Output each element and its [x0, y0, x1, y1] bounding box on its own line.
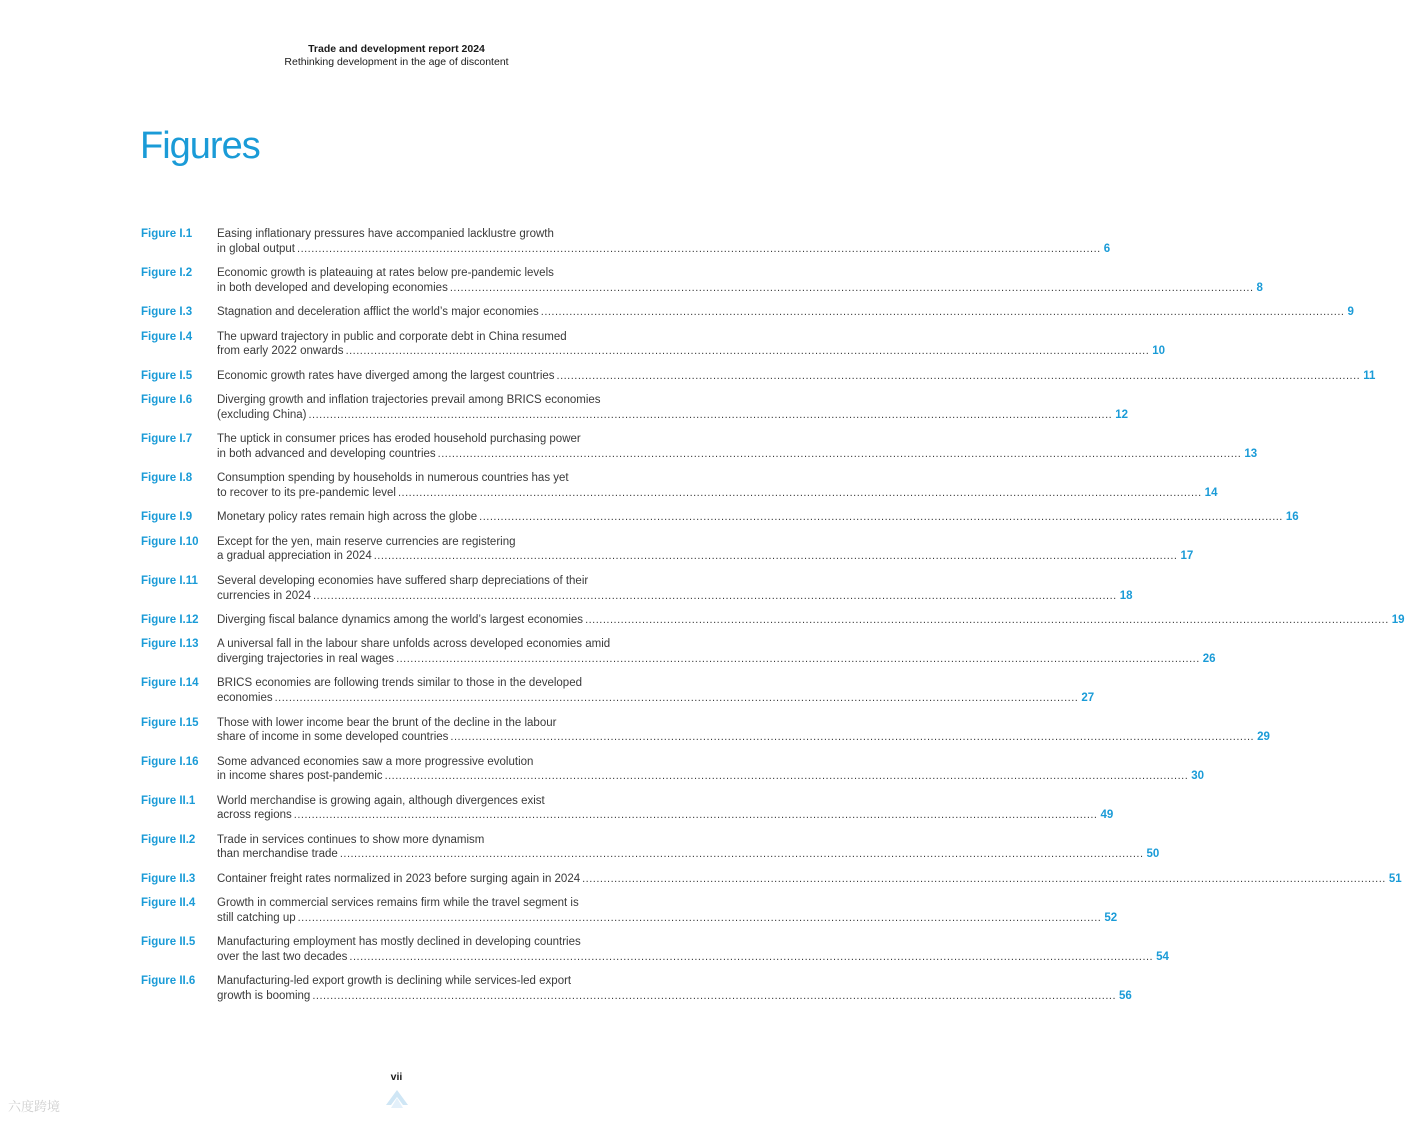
- page-reference[interactable]: 56: [1119, 990, 1132, 1003]
- figure-entry[interactable]: [141, 266, 1263, 295]
- dot-leader: [450, 281, 1254, 296]
- figure-title-line: A universal fall in the labour share unfolds across developed economies amid: [217, 638, 611, 651]
- dot-leader: [385, 769, 1189, 784]
- figure-description: [217, 471, 1218, 500]
- figure-description: [217, 510, 1299, 525]
- figure-number: Figure I.16: [141, 755, 199, 768]
- figure-description: [217, 613, 1405, 628]
- figure-title-line: in both advanced and developing countries: [217, 447, 436, 460]
- figure-description: [217, 369, 1376, 384]
- dot-leader: [340, 847, 1144, 862]
- figure-title-line: BRICS economies are following trends similar to those in the developed: [217, 677, 582, 690]
- dot-leader: [313, 589, 1117, 604]
- figure-entry[interactable]: [141, 330, 1166, 359]
- figure-entry[interactable]: [141, 637, 1216, 666]
- page-reference[interactable]: 51: [1388, 872, 1402, 885]
- figure-title-line: Diverging fiscal balance dynamics among the world’s largest economies: [217, 613, 584, 626]
- figure-entry[interactable]: [141, 935, 1169, 964]
- figure-title-line: Those with lower income bear the brunt of the decline in the labour: [217, 716, 557, 729]
- dot-leader: [479, 510, 1283, 525]
- figure-title-line: Stagnation and deceleration afflict the world’s major economies: [217, 306, 539, 319]
- figure-entry[interactable]: [141, 574, 1133, 603]
- figure-number: Figure II.5: [141, 936, 196, 949]
- figure-description: [217, 535, 1194, 564]
- figure-title-line: across regions: [217, 809, 292, 822]
- figure-title-line: World merchandise is growing again, although divergences exist: [217, 794, 545, 807]
- figure-entry[interactable]: [141, 794, 1114, 823]
- page-reference[interactable]: 12: [1115, 408, 1128, 421]
- figure-number: Figure I.5: [141, 369, 193, 382]
- figure-entry[interactable]: [141, 676, 1095, 705]
- figure-entry[interactable]: [141, 369, 1376, 384]
- figure-title-line: Monetary policy rates remain high across the globe: [217, 511, 478, 524]
- figure-title-line: Economic growth rates have diverged among the largest countries: [217, 369, 555, 382]
- figure-description: [217, 974, 1132, 1003]
- figures-list: [141, 227, 1405, 1014]
- figure-entry[interactable]: [141, 716, 1270, 745]
- figure-title-line: currencies in 2024: [217, 589, 311, 602]
- figure-title-line: share of income in some developed countries: [217, 731, 449, 744]
- figure-title-line: Diverging growth and inflation trajectories prevail among BRICS economies: [217, 394, 601, 407]
- dot-leader: [585, 613, 1389, 628]
- figure-number: Figure I.14: [141, 677, 199, 690]
- dot-leader: [297, 242, 1101, 257]
- figure-description: [217, 935, 1169, 964]
- dot-leader: [312, 989, 1116, 1004]
- page-reference[interactable]: 26: [1202, 653, 1216, 666]
- figure-entry[interactable]: [141, 471, 1218, 500]
- up-arrow-icon[interactable]: [384, 1087, 410, 1113]
- figure-title-line: than merchandise trade: [217, 848, 338, 861]
- dot-leader: [582, 872, 1386, 887]
- figure-entry[interactable]: [141, 227, 1111, 256]
- page-reference[interactable]: 18: [1119, 589, 1133, 602]
- dot-leader: [438, 447, 1242, 462]
- figure-number: Figure I.6: [141, 394, 193, 407]
- figure-entry[interactable]: [141, 535, 1194, 564]
- figure-description: [217, 716, 1270, 745]
- page-reference[interactable]: 8: [1256, 281, 1263, 294]
- page-reference[interactable]: 50: [1146, 848, 1160, 861]
- figure-description: [217, 833, 1160, 862]
- page-reference[interactable]: 16: [1285, 511, 1299, 524]
- figure-title-line: Container freight rates normalized in 2023 before surging again in 2024: [217, 872, 581, 885]
- page-reference[interactable]: 29: [1257, 731, 1270, 744]
- dot-leader: [349, 950, 1153, 965]
- figure-description: [217, 266, 1263, 295]
- figure-number: Figure I.12: [141, 613, 199, 626]
- page-reference[interactable]: 27: [1081, 692, 1095, 705]
- figure-description: [217, 574, 1133, 603]
- figure-description: [217, 794, 1114, 823]
- dot-leader: [309, 408, 1113, 423]
- dot-leader: [450, 730, 1254, 745]
- figure-number: Figure I.10: [141, 535, 199, 548]
- figure-number: Figure II.1: [141, 794, 196, 807]
- page-reference[interactable]: 14: [1204, 486, 1218, 499]
- dot-leader: [346, 344, 1150, 359]
- figure-title-line: Trade in services continues to show more dynamism: [217, 833, 485, 846]
- figure-title-line: Except for the yen, main reserve currencies are registering: [217, 535, 516, 548]
- figure-description: [217, 676, 1095, 705]
- figure-number: Figure II.6: [141, 975, 196, 988]
- figure-number: Figure I.15: [141, 716, 199, 729]
- figure-description: [217, 227, 1111, 256]
- figure-title-line: economies: [217, 692, 273, 705]
- figure-title-line: Manufacturing employment has mostly declined in developing countries: [217, 936, 581, 949]
- page-title: Figures: [140, 125, 260, 167]
- page-reference[interactable]: 9: [1347, 306, 1354, 319]
- watermark: 六度跨境: [8, 1100, 61, 1115]
- figure-title-line: over the last two decades: [217, 951, 348, 964]
- dot-leader: [541, 305, 1345, 320]
- page-reference[interactable]: 17: [1180, 550, 1194, 563]
- figure-description: [217, 637, 1216, 666]
- figure-title-line: diverging trajectories in real wages: [217, 653, 395, 666]
- report-title: Trade and development report 2024: [308, 43, 485, 55]
- figure-description: [217, 330, 1166, 359]
- dot-leader: [275, 691, 1079, 706]
- figure-entry[interactable]: [141, 510, 1299, 525]
- figure-number: Figure I.7: [141, 433, 193, 446]
- figure-entry[interactable]: [141, 974, 1132, 1003]
- dot-leader: [396, 652, 1200, 667]
- figure-title-line: from early 2022 onwards: [217, 345, 344, 358]
- figure-number: Figure I.13: [141, 638, 199, 651]
- figure-entry[interactable]: [141, 755, 1205, 784]
- figure-title-line: still catching up: [217, 911, 296, 924]
- figure-title-line: a gradual appreciation in 2024: [217, 550, 372, 563]
- page-reference[interactable]: 6: [1103, 242, 1111, 255]
- figure-description: [217, 755, 1205, 784]
- figure-title-line: in global output: [217, 242, 296, 255]
- page-reference[interactable]: 10: [1152, 345, 1166, 358]
- page-reference[interactable]: 52: [1104, 911, 1118, 924]
- figure-entry[interactable]: [141, 872, 1402, 887]
- page-reference[interactable]: 30: [1191, 770, 1205, 783]
- dot-leader: [557, 369, 1361, 384]
- dot-leader: [374, 549, 1178, 564]
- figure-entry[interactable]: [141, 613, 1405, 628]
- dot-leader: [294, 808, 1098, 823]
- figure-description: [217, 305, 1354, 320]
- figure-entry[interactable]: [141, 305, 1354, 320]
- figure-title-line: Growth in commercial services remains firm while the travel segment is: [217, 897, 579, 910]
- figure-number: Figure I.2: [141, 267, 193, 280]
- report-subtitle: Rethinking development in the age of discontent: [284, 56, 509, 68]
- page-number: vii: [390, 1071, 403, 1083]
- page-reference[interactable]: 11: [1363, 369, 1376, 382]
- figure-title-line: (excluding China): [217, 408, 307, 421]
- dot-leader: [398, 486, 1202, 501]
- figure-entry[interactable]: [141, 896, 1118, 925]
- figure-title-line: Some advanced economies saw a more progressive evolution: [217, 755, 534, 768]
- figure-entry[interactable]: [141, 432, 1258, 461]
- figure-title-line: Several developing economies have suffered sharp depreciations of their: [217, 574, 589, 587]
- figure-title-line: The uptick in consumer prices has eroded household purchasing power: [217, 433, 581, 446]
- figure-entry[interactable]: [141, 393, 1128, 422]
- figure-description: [217, 393, 1128, 422]
- figure-entry[interactable]: [141, 833, 1160, 862]
- figure-title-line: Economic growth is plateauing at rates below pre-pandemic levels: [217, 267, 554, 280]
- figure-title-line: The upward trajectory in public and corporate debt in China resumed: [217, 330, 567, 343]
- figure-title-line: Consumption spending by households in numerous countries has yet: [217, 472, 569, 485]
- figure-description: [217, 872, 1402, 887]
- page-reference[interactable]: 54: [1156, 951, 1169, 964]
- figure-number: Figure I.8: [141, 472, 193, 485]
- figure-number: Figure II.2: [141, 833, 196, 846]
- page-reference[interactable]: 49: [1100, 809, 1114, 822]
- figure-number: Figure I.4: [141, 330, 193, 343]
- figure-number: Figure II.3: [141, 872, 196, 885]
- figure-title-line: in income shares post-pandemic: [217, 770, 383, 783]
- figure-title-line: Manufacturing-led export growth is declining while services-led export: [217, 975, 572, 988]
- figure-title-line: growth is booming: [217, 990, 311, 1003]
- figure-number: Figure II.4: [141, 897, 196, 910]
- figure-number: Figure I.9: [141, 511, 193, 524]
- figure-title-line: Easing inflationary pressures have accompanied lacklustre growth: [217, 228, 554, 240]
- running-header: [0, 43, 793, 69]
- figure-description: [217, 896, 1118, 925]
- page-reference[interactable]: 19: [1391, 613, 1405, 626]
- figure-number: Figure I.3: [141, 306, 193, 319]
- figure-number: Figure I.1: [141, 228, 193, 240]
- dot-leader: [298, 911, 1102, 926]
- figure-title-line: in both developed and developing economies: [217, 281, 448, 294]
- figure-description: [217, 432, 1258, 461]
- figure-number: Figure I.11: [141, 574, 198, 587]
- figure-title-line: to recover to its pre-pandemic level: [217, 486, 396, 499]
- page-reference[interactable]: 13: [1244, 447, 1258, 460]
